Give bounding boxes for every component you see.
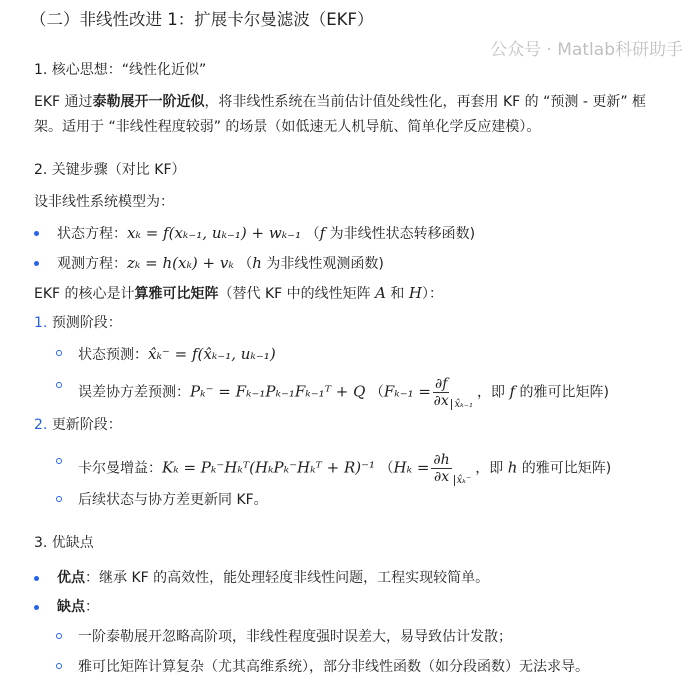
list-item-state-equation bbox=[57, 223, 475, 244]
text: ）： bbox=[421, 286, 443, 302]
formula: zₖ = h(xₖ) + vₖ bbox=[127, 254, 234, 272]
text: 雅可比矩阵计算复杂（尤其高维系统），部分非线性函数（如分段函数）无法求导。 bbox=[78, 659, 589, 675]
formula: Kₖ = Pₖ⁻Hₖᵀ(HₖPₖ⁻Hₖᵀ + R)⁻¹ bbox=[162, 458, 376, 477]
list-item-covariance-prediction bbox=[78, 376, 609, 415]
label: 更新阶段： bbox=[51, 417, 122, 433]
formula: x̂ₖ⁻ = f(x̂ₖ₋₁, uₖ₋₁) bbox=[148, 345, 276, 363]
text: ，即 bbox=[475, 460, 508, 477]
denominator: ∂x bbox=[433, 393, 449, 409]
numerator: ∂h bbox=[433, 452, 450, 468]
text: EKF 的核心是计 bbox=[34, 286, 135, 302]
paren: （ bbox=[238, 256, 253, 272]
bullet-icon bbox=[34, 231, 39, 236]
step-prediction bbox=[34, 313, 122, 333]
symbol: f bbox=[509, 382, 516, 401]
bullet-icon bbox=[34, 576, 39, 581]
label: 预测阶段： bbox=[51, 315, 122, 331]
list-number: 2. bbox=[34, 417, 48, 433]
evaluation-point: x̂ₖ⁻ bbox=[454, 475, 472, 486]
bold-label: 缺点 bbox=[57, 599, 85, 615]
text: ： bbox=[85, 599, 99, 615]
symbol: A bbox=[375, 284, 386, 302]
symbol: h bbox=[507, 458, 518, 477]
list-item-follow-up bbox=[78, 490, 268, 510]
text: 一阶泰勒展开忽略高阶项，非线性程度强时误差大，易导致估计发散； bbox=[78, 629, 512, 645]
label: 状态预测： bbox=[78, 347, 148, 363]
numerator: ∂f bbox=[435, 376, 448, 392]
section-title: （二）非线性改进 1：扩展卡尔曼滤波（EKF） bbox=[30, 10, 374, 29]
list-item-observation-equation bbox=[57, 253, 384, 274]
list-item-cons bbox=[57, 597, 99, 617]
denominator: ∂x bbox=[433, 469, 450, 485]
paragraph-line: 架。适用于 “非线性程度较弱” 的场景（如低速无人机导航、简单化学反应建模）。 bbox=[34, 119, 541, 135]
text: ，将非线性系统在当前估计值处线性化，再套用 KF 的 “预测 - 更新” 框 bbox=[204, 94, 647, 110]
circle-bullet-icon bbox=[56, 633, 62, 639]
circle-bullet-icon bbox=[56, 382, 62, 388]
note: 为非线性状态转移函数) bbox=[325, 226, 476, 242]
paren: （ bbox=[369, 384, 384, 401]
list-item-kalman-gain bbox=[78, 452, 611, 491]
heading-pros-cons: 3. 优缺点 bbox=[34, 535, 94, 551]
note: 为非线性观测函数) bbox=[261, 256, 384, 272]
fraction bbox=[431, 452, 451, 485]
circle-bullet-icon bbox=[56, 496, 62, 502]
symbol: h bbox=[252, 254, 262, 272]
label: 卡尔曼增益： bbox=[78, 460, 162, 477]
bullet-icon bbox=[34, 261, 39, 266]
bold-text: 泰勒展开一阶近似 bbox=[92, 94, 205, 110]
model-intro: 设非线性系统模型为： bbox=[34, 194, 174, 210]
paren: （ bbox=[305, 226, 320, 242]
list-item-con-1 bbox=[78, 627, 512, 647]
formula: Pₖ⁻ = Fₖ₋₁Pₖ₋₁Fₖ₋₁ᵀ + Q bbox=[190, 382, 366, 401]
watermark: 公众号 · Matlab科研助手 bbox=[490, 40, 683, 60]
circle-bullet-icon bbox=[56, 663, 62, 669]
list-item-con-2 bbox=[78, 657, 589, 677]
list-number: 1. bbox=[34, 315, 48, 331]
text: 的雅可比矩阵) bbox=[517, 460, 612, 477]
formula: Hₖ = bbox=[393, 458, 430, 477]
fraction bbox=[433, 376, 449, 409]
label: 误差协方差预测： bbox=[78, 384, 190, 401]
text: （替代 KF 中的线性矩阵 bbox=[218, 286, 376, 302]
bullet-icon bbox=[34, 605, 39, 610]
text: 和 bbox=[385, 286, 409, 302]
jacobian-intro bbox=[34, 283, 443, 304]
symbol: H bbox=[408, 284, 422, 302]
formula: xₖ = f(xₖ₋₁, uₖ₋₁) + wₖ₋₁ bbox=[127, 224, 302, 242]
heading-key-steps: 2. 关键步骤（对比 KF） bbox=[34, 162, 186, 178]
heading-core-idea: 1. 核心思想：“线性化近似” bbox=[34, 62, 207, 78]
list-item-state-prediction bbox=[78, 344, 276, 365]
paren: （ bbox=[379, 460, 394, 477]
evaluation-point: x̂ₖ₋₁ bbox=[451, 399, 473, 410]
label: 观测方程： bbox=[57, 256, 127, 272]
bold-text: 算雅可比矩阵 bbox=[134, 286, 219, 302]
list-item-pros bbox=[57, 568, 489, 588]
paragraph-line bbox=[34, 92, 646, 112]
text: ，即 bbox=[477, 384, 510, 401]
step-update bbox=[34, 415, 122, 435]
text: 后续状态与协方差更新同 KF。 bbox=[78, 492, 268, 508]
text: 的雅可比矩阵) bbox=[515, 384, 609, 401]
text: EKF 通过 bbox=[34, 94, 93, 110]
bold-label: 优点 bbox=[57, 570, 85, 586]
text: ：继承 KF 的高效性，能处理轻度非线性问题，工程实现较简单。 bbox=[85, 570, 490, 586]
formula: Fₖ₋₁ = bbox=[383, 382, 432, 401]
label: 状态方程： bbox=[57, 226, 127, 242]
circle-bullet-icon bbox=[56, 350, 62, 356]
circle-bullet-icon bbox=[56, 458, 62, 464]
symbol: f bbox=[319, 224, 326, 242]
